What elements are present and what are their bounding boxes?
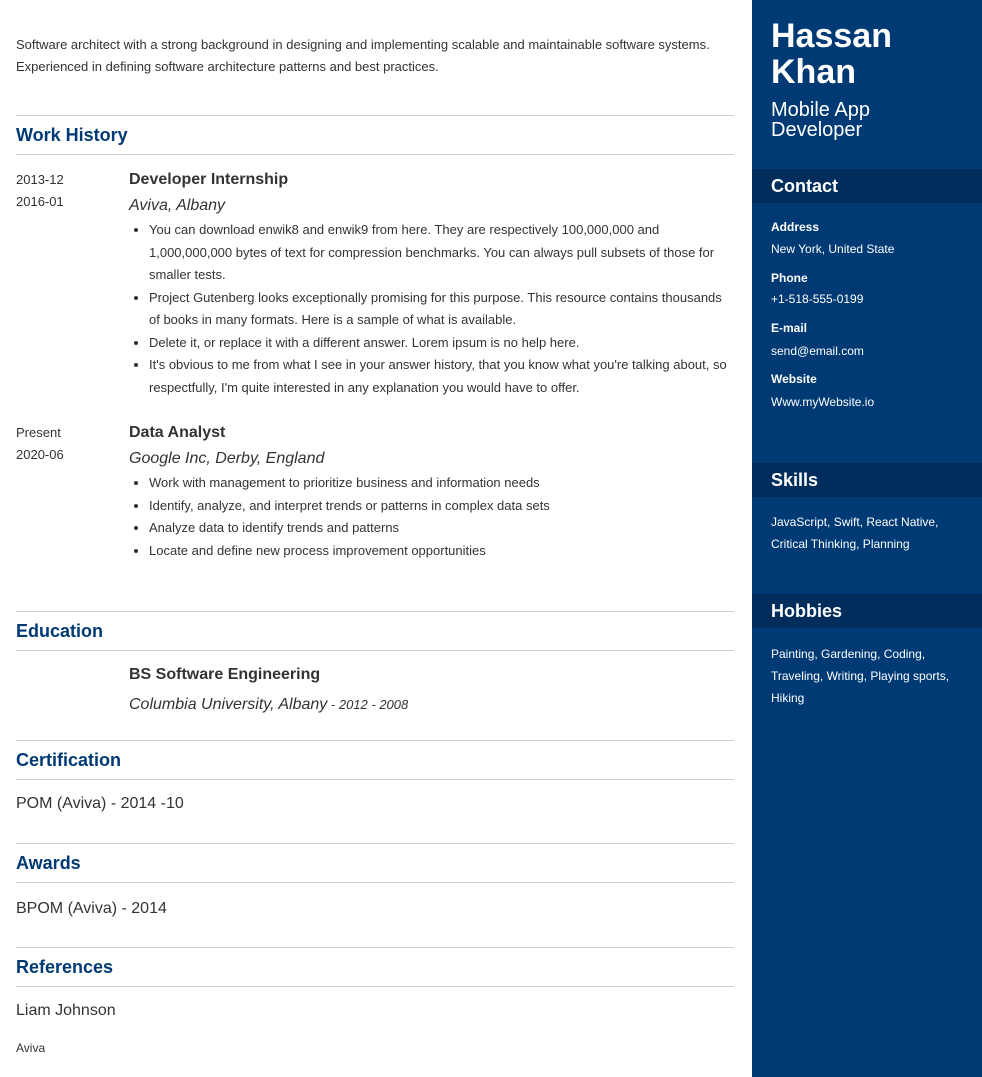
awards-header — [16, 843, 734, 883]
candidate-role-line: Developer — [771, 119, 863, 141]
address-value: New York, United State — [771, 242, 895, 256]
job-bullet: • You can download enwik8 and enwik9 from here. They are respectively 100,000,000 and 1,000,000,000 bytes of text for compression benchmarks. You can always pull subsets of those for smaller tests. — [149, 219, 729, 287]
skills-list: JavaScript, Swift, React Native, Critical Thinking, Planning — [771, 515, 939, 551]
hobbies-header — [752, 594, 982, 628]
job-end-date: 2016-01 — [16, 194, 64, 209]
job-title: Data Analyst — [129, 424, 226, 441]
candidate-role-line: Mobile App — [771, 99, 870, 121]
candidate-role — [771, 100, 870, 140]
job-start-date: 2013-12 — [16, 172, 64, 187]
awards-title: Awards — [16, 853, 81, 873]
job-dates — [16, 169, 116, 213]
job-bullet: • Identify, analyze, and interpret trends or patterns in complex data sets — [149, 495, 729, 518]
job-bullet: • Locate and define new process improvement opportunities — [149, 540, 729, 563]
email-label: E-mail — [771, 321, 808, 335]
job-bullet: • It's obvious to me from what I see in your answer history, that you know what you're talking about, so respectfully, I'm quite interested in any explanation you would have to offer. — [149, 354, 729, 399]
candidate-last-name: Khan — [771, 53, 856, 91]
candidate-first-name: Hassan — [771, 17, 892, 55]
job-body — [129, 422, 729, 562]
skills-header — [752, 463, 982, 497]
education-years: - 2012 - 2008 — [327, 697, 409, 712]
certification-title: Certification — [16, 750, 122, 770]
job-start-date: Present — [16, 425, 61, 440]
website-label: Website — [771, 372, 817, 386]
job-company: Google Inc, Derby, England — [129, 450, 325, 467]
certification-header — [16, 740, 734, 780]
contact-header — [752, 169, 982, 203]
education-degree: BS Software Engineering — [129, 666, 321, 683]
job-end-date: 2020-06 — [16, 447, 64, 462]
hobbies-title: Hobbies — [771, 601, 843, 621]
hobbies-list: Painting, Gardening, Coding, Traveling, Writing, Playing sports, Hiking — [771, 647, 950, 705]
contact-title: Contact — [771, 176, 838, 196]
education-school-line — [129, 694, 729, 716]
education-header — [16, 611, 734, 651]
summary-text: Software architect with a strong background in designing and implementing scalable and maintainable software systems. Experienced in defining software architecture patterns and best practices. — [16, 37, 710, 74]
education-title: Education — [16, 621, 104, 641]
job-title: Developer Internship — [129, 171, 289, 188]
work-history-title: Work History — [16, 125, 128, 145]
phone-value: +1-518-555-0199 — [771, 292, 864, 306]
certification-item: POM (Aviva) - 2014 -10 — [16, 795, 184, 812]
reference-company: Aviva — [16, 1041, 46, 1055]
address-label: Address — [771, 220, 820, 234]
job-bullets — [129, 472, 729, 562]
job-body — [129, 169, 729, 399]
reference-name: Liam Johnson — [16, 1002, 116, 1019]
job-bullet: • Work with management to prioritize business and information needs — [149, 472, 729, 495]
awards-item: BPOM (Aviva) - 2014 — [16, 900, 167, 917]
education-entry — [129, 664, 729, 716]
job-bullet: • Analyze data to identify trends and patterns — [149, 517, 729, 540]
resume-sidebar — [752, 0, 982, 1077]
references-title: References — [16, 957, 114, 977]
job-company: Aviva, Albany — [129, 197, 226, 214]
job-bullet: • Project Gutenberg looks exceptionally promising for this purpose. This resource contains thousands of books in many formats. Here is a sample of what is available. — [149, 287, 729, 332]
references-header — [16, 947, 734, 987]
skills-title: Skills — [771, 470, 819, 490]
work-history-header — [16, 115, 734, 155]
website-value: Www.myWebsite.io — [771, 395, 875, 409]
email-value: send@email.com — [771, 344, 864, 358]
education-school: Columbia University, Albany — [129, 696, 328, 713]
job-bullets — [129, 219, 729, 399]
phone-label: Phone — [771, 271, 808, 285]
candidate-name — [771, 18, 892, 90]
job-dates — [16, 422, 116, 466]
job-bullet: • Delete it, or replace it with a different answer. Lorem ipsum is no help here. — [149, 332, 729, 355]
